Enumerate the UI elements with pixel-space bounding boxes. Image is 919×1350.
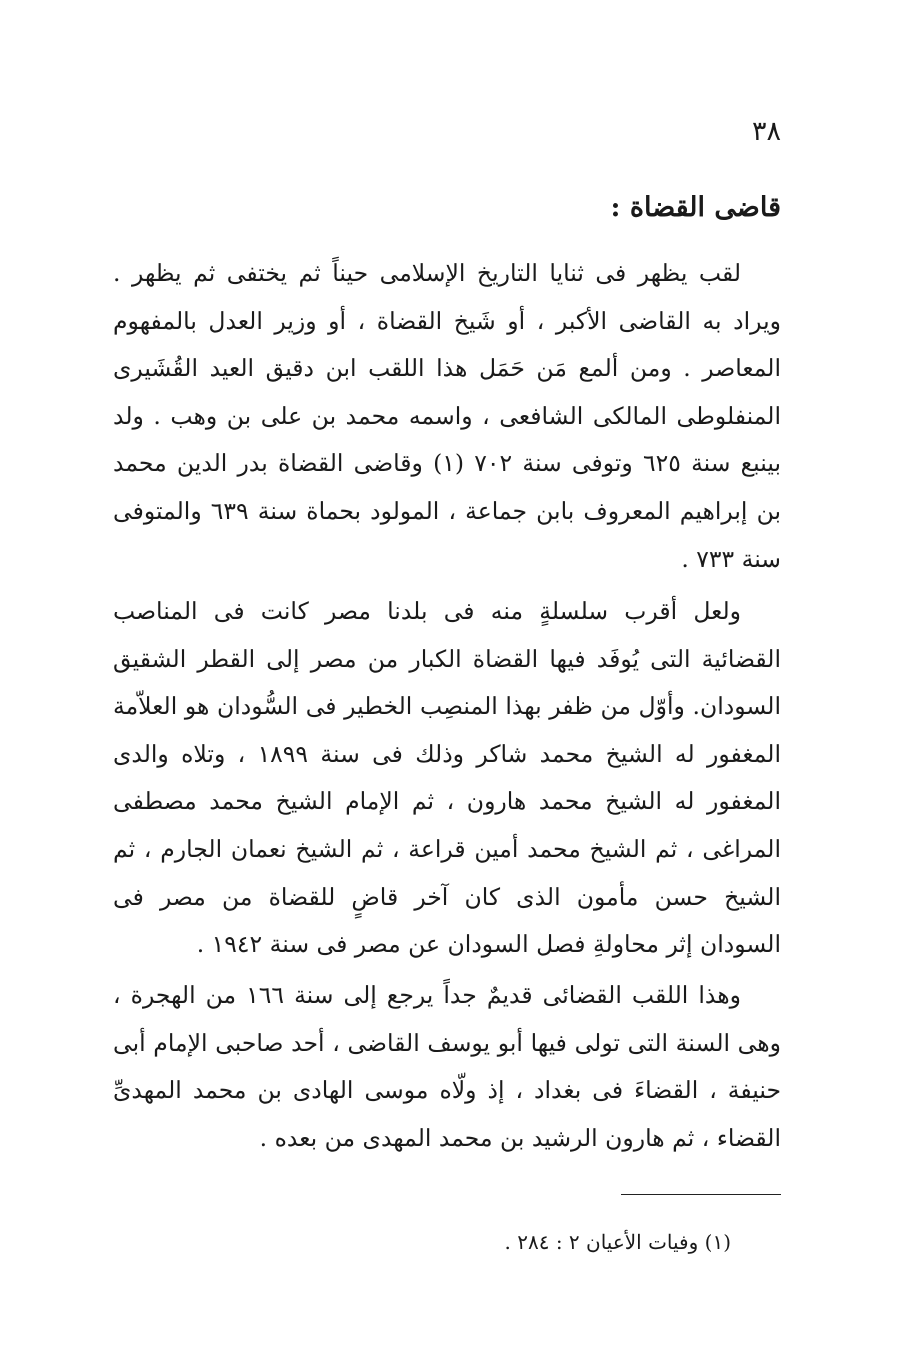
paragraph-2: ولعل أقرب سلسلةٍ منه فى بلدنا مصر كانت فى المناصب القضائية التى يُوفَد فيها القضاة الكبار من مصر إلى القطر الشقيق السودان. وأوّل من ظفر بهذا المنصِب الخطير فى السُّودان هو العلاّمة المغفور له الشيخ محمد شاكر وذلك فى سنة ١٨٩٩ ، وتلاه والدى المغفور له الشيخ محمد هارون ، ثم الإمام الشيخ محمد مصطفى المراغى ، ثم الشيخ محمد أمين قراعة ، ثم الشيخ نعمان الجارم ، ثم الشيخ حسن مأمون الذى كان آخر قاضٍ للقضاة من مصر فى السودان إثر محاولةِ فصل السودان عن مصر فى سنة ١٩٤٢ . xyxy=(113,597,781,959)
paragraph-1: لقب يظهر فى ثنايا التاريخ الإسلامى حيناً ثم يختفى ثم يظهر . ويراد به القاضى الأكبر ، أو شَيخ القضاة ، أو وزير العدل بالمفهوم المعاصر . ومن ألمع مَن حَمَل هذا اللقب ابن دقيق العيد القُشَيرى المنفلوطى المالكى الشافعى ، واسمه محمد بن على بن وهب . ولد بينبع سنة ٦٢٥ وتوفى سنة ٧٠٢ (١) وقاضى القضاة بدر الدين محمد بن إبراهيم المعروف بابن جماعة ، المولود بحماة سنة ٦٣٩ والمتوفى سنة ٧٣٣ . xyxy=(113,259,781,573)
footnote: (١) وفيات الأعيان ٢ : ٢٨٤ . xyxy=(504,1230,731,1254)
paragraph-3: وهذا اللقب القضائى قديمٌ جداً يرجع إلى سنة ١٦٦ من الهجرة ، وهى السنة التى تولى فيها أبو يوسف القاضى ، أحد صاحبى الإمام أبى حنيفة ، القضاءَ فى بغداد ، إذ ولّاه موسى الهادى بن محمد المهدىِّ القضاء ، ثم هارون الرشيد بن محمد المهدى من بعده . xyxy=(113,981,781,1152)
page-number: ٣٨ xyxy=(751,116,781,147)
section-heading: قاضى القضاة : xyxy=(610,192,781,223)
footnote-divider xyxy=(621,1194,781,1195)
